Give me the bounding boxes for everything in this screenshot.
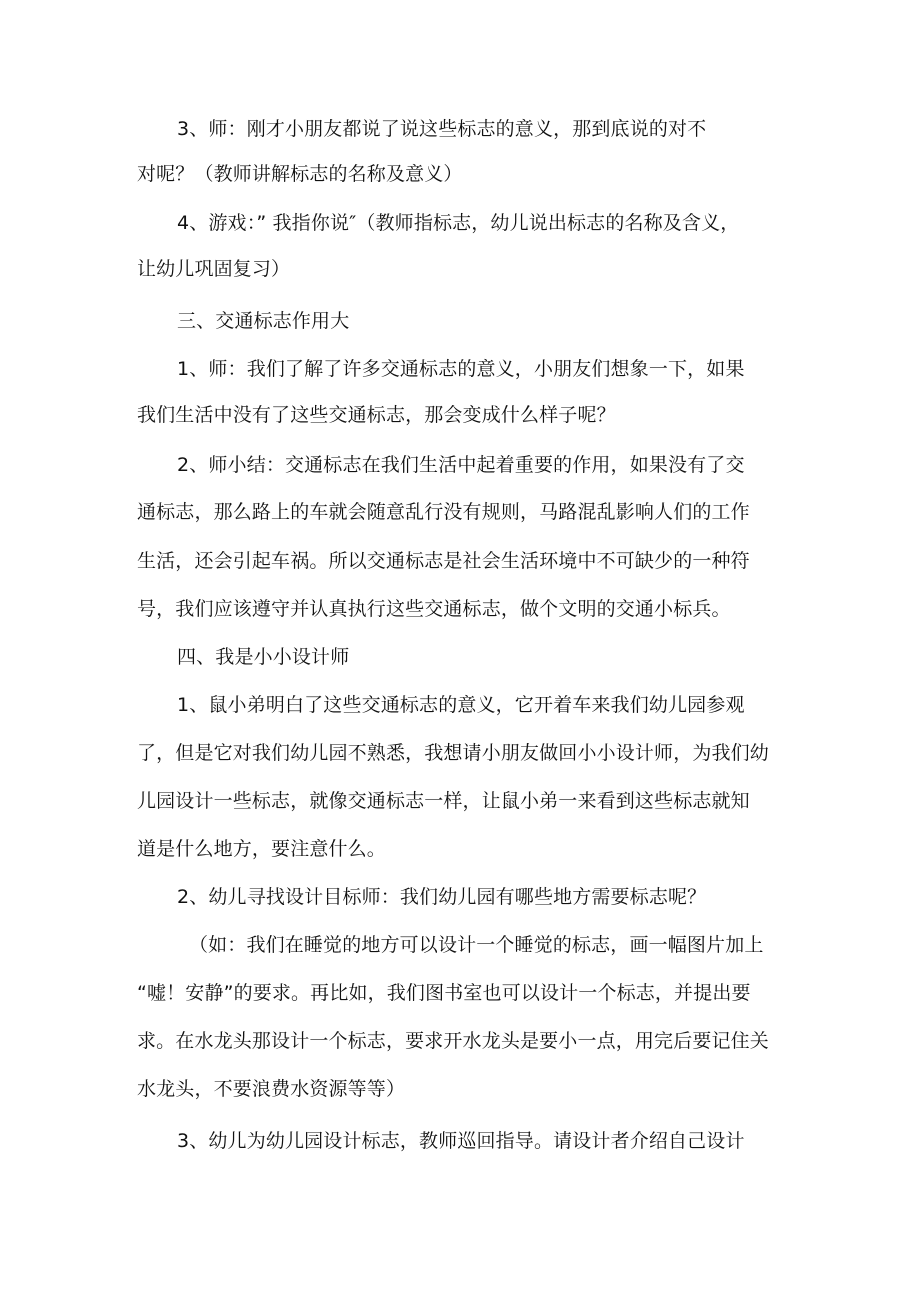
paragraph-line: （如：我们在睡觉的地方可以设计一个睡觉的标志，画一幅图片加上	[189, 934, 764, 956]
paragraph-line: 1、师：我们了解了许多交通标志的意义，小朋友们想象一下，如果	[177, 358, 745, 380]
paragraph-line: 生活，还会引起车祸。所以交通标志是社会生活环境中不可缺少的一种符	[137, 550, 750, 572]
paragraph-line: 号，我们应该遵守并认真执行这些交通标志，做个文明的交通小标兵。	[137, 598, 731, 620]
paragraph-line: 2、幼儿寻找设计目标师：我们幼儿园有哪些地方需要标志呢？	[177, 886, 707, 908]
paragraph-line: 道是什么地方，要注意什么。	[137, 838, 386, 860]
section-heading: 四、我是小小设计师	[177, 646, 350, 668]
paragraph-line: 对呢？（教师讲解标志的名称及意义）	[137, 163, 463, 185]
paragraph-line: 3、幼儿为幼儿园设计标志，教师巡回指导。请设计者介绍自己设计	[177, 1130, 745, 1152]
paragraph-line: 1、鼠小弟明白了这些交通标志的意义，它开着车来我们幼儿园参观	[177, 694, 745, 716]
paragraph-line: 让幼儿巩固复习）	[137, 258, 291, 280]
paragraph-line: 儿园设计一些标志，就像交通标志一样，让鼠小弟一来看到这些标志就知	[137, 790, 750, 812]
paragraph-line: “嘘！安静”的要求。再比如，我们图书室也可以设计一个标志，并提出要	[137, 982, 751, 1004]
paragraph-line: 求。在水龙头那设计一个标志，要求开水龙头是要小一点，用完后要记住关	[137, 1030, 769, 1052]
paragraph-line: 我们生活中没有了这些交通标志，那会变成什么样子呢？	[137, 404, 616, 426]
paragraph-line: 了，但是它对我们幼儿园不熟悉，我想请小朋友做回小小设计师，为我们幼	[137, 742, 769, 764]
paragraph-line: 通标志，那么路上的车就会随意乱行没有规则，马路混乱影响人们的工作	[137, 501, 750, 523]
paragraph-line: 4、游戏：” 我指你说″（教师指标志，幼儿说出标志的名称及含义，	[177, 212, 740, 234]
section-heading: 三、交通标志作用大	[177, 310, 350, 332]
paragraph-line: 3、师：刚才小朋友都说了说这些标志的意义，那到底说的对不	[177, 118, 707, 140]
paragraph-line: 水龙头，不要浪费水资源等等）	[137, 1078, 406, 1100]
paragraph-line: 2、师小结：交通标志在我们生活中起着重要的作用，如果没有了交	[177, 454, 745, 476]
